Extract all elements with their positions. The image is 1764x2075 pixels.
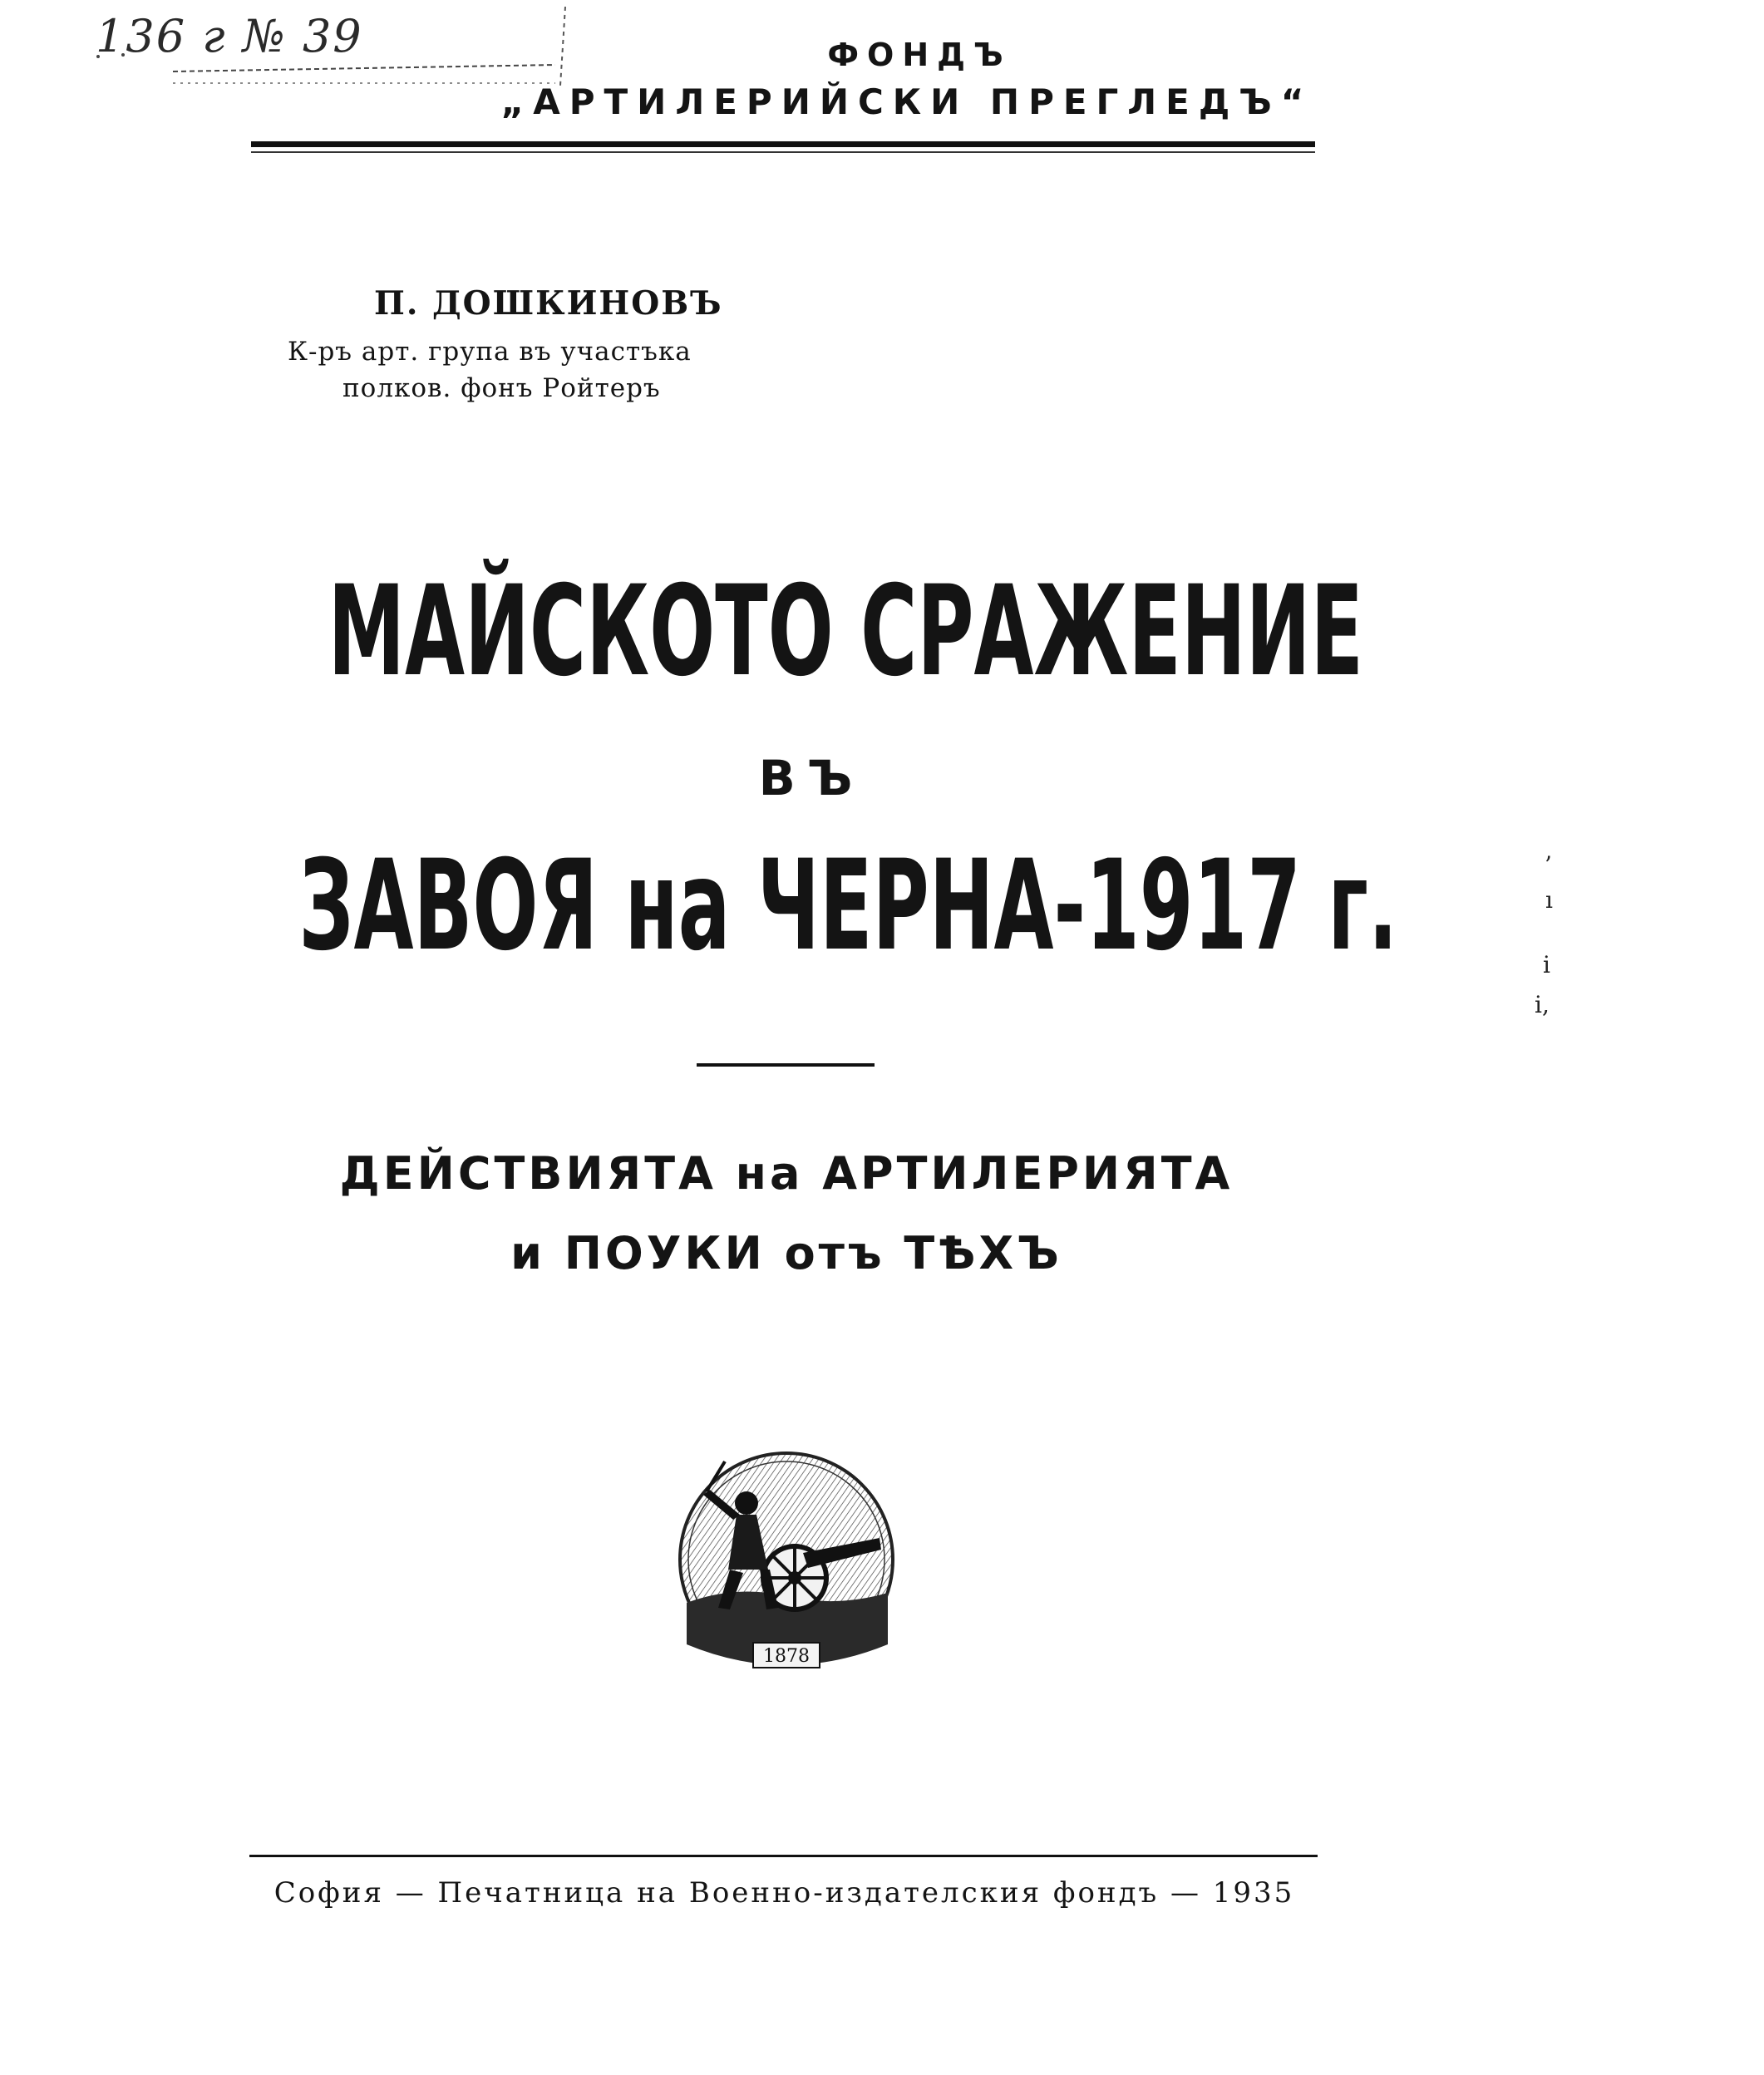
- author-name: П. ДОШКИНОВЪ: [374, 284, 723, 323]
- title-line-2: ВЪ: [758, 750, 865, 806]
- subtitle-line-1: ДЕЙСТВИЯТА на АРТИЛЕРИЯТА: [339, 1147, 1234, 1200]
- series-name: „АРТИЛЕРИЙСКИ ПРЕГЛЕДЪ“: [500, 81, 1313, 122]
- margin-mark-2: ı: [1545, 886, 1553, 914]
- emblem-year: 1878: [763, 1646, 810, 1667]
- footer-rule: [249, 1855, 1318, 1857]
- header-rule-thin: [251, 151, 1315, 153]
- title-line-1: МАЙСКОТО СРАЖЕНИЕ: [328, 559, 1364, 704]
- artillery-emblem-icon: [670, 1445, 903, 1681]
- title-line-3: ЗАВОЯ на ЧЕРНА-1917 г.: [298, 834, 1398, 978]
- series-label: ФОНДЪ: [827, 37, 1012, 73]
- author-position-line-1: К-ръ арт. група въ участъка: [288, 337, 692, 367]
- margin-mark-3: i: [1543, 951, 1550, 978]
- subtitle-line-2: и ПОУКИ отъ ТѢХЪ: [510, 1227, 1062, 1279]
- header-rule-thick: [251, 141, 1315, 147]
- title-divider: [697, 1063, 875, 1067]
- margin-mark-4: i,: [1535, 991, 1550, 1018]
- margin-mark-1: ’: [1545, 851, 1552, 879]
- imprint-line: София — Печатница на Военно-издателския фондъ — 1935: [273, 1876, 1295, 1910]
- author-position-line-2: полков. фонъ Ройтеръ: [342, 373, 661, 403]
- stamp-handwriting: 136 г № 39: [96, 10, 363, 62]
